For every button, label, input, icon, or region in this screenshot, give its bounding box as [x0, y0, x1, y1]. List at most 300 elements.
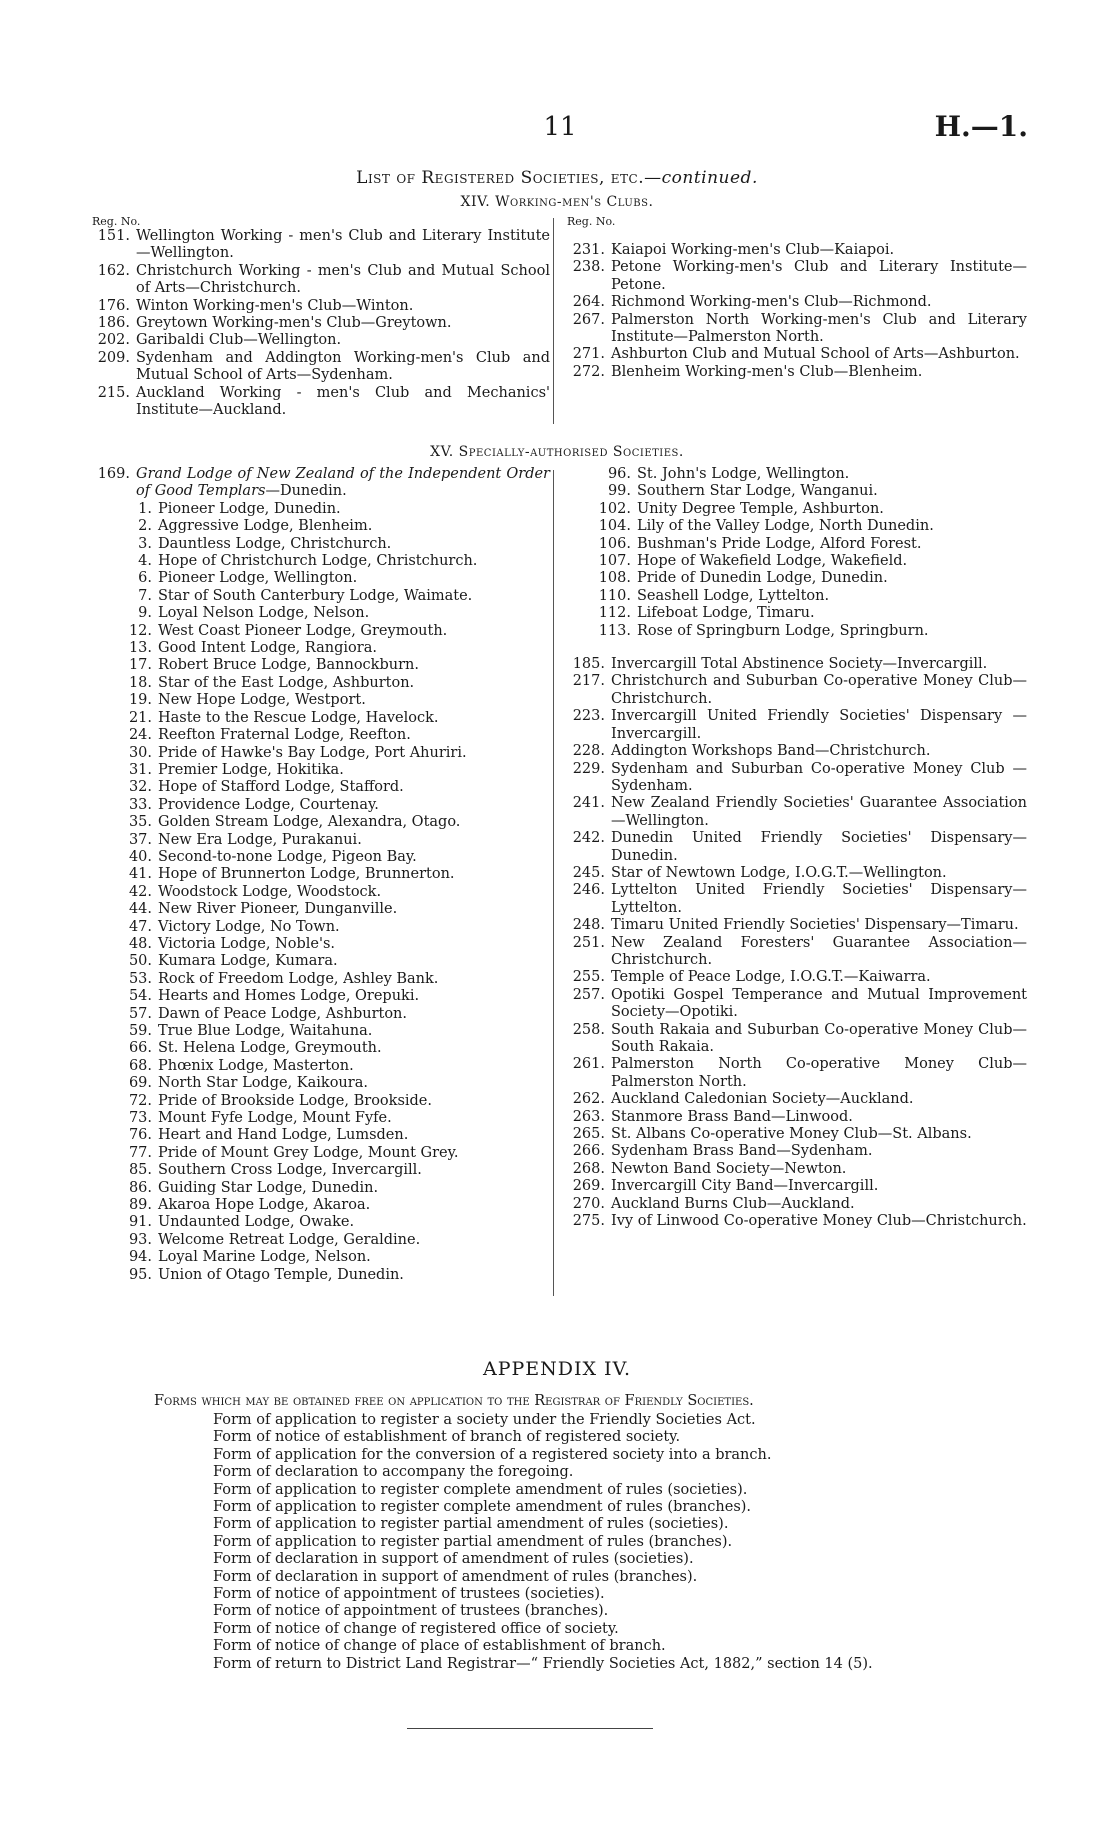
entry-text: Reefton Fraternal Lodge, Reefton. — [158, 727, 411, 744]
entry-number: 263. — [572, 1108, 605, 1125]
entry-number: 112. — [598, 605, 631, 622]
list-item — [567, 483, 1027, 500]
entry-number: 89. — [128, 1197, 152, 1214]
entry-number: 57. — [128, 1005, 152, 1022]
entry-text: Hearts and Homes Lodge, Orepuki. — [158, 988, 420, 1005]
entry-number: 176. — [97, 297, 130, 314]
entry-number: 267. — [572, 311, 605, 328]
entry-text: Loyal Nelson Lodge, Nelson. — [158, 605, 370, 622]
list-item — [567, 294, 1027, 311]
entry-number: 76. — [128, 1127, 152, 1144]
entry-number: 242. — [572, 830, 605, 847]
entry-text: Robert Bruce Lodge, Bannockburn. — [158, 657, 419, 674]
entry-text — [136, 466, 550, 501]
list-item — [567, 364, 1027, 381]
entry-text: Petone Working-men's Club and Literary Institute—Petone. — [611, 259, 1027, 293]
entry-number: 275. — [572, 1213, 605, 1230]
entry-text: Christchurch Working - men's Club and Mutual School of Arts—Christchurch. — [136, 262, 550, 297]
entry-text: Opotiki Gospel Temperance and Mutual Improvement Society—Opotiki. — [611, 986, 1027, 1021]
entry-text: Star of Newtown Lodge, I.O.G.T.—Wellington. — [611, 864, 947, 881]
entry-text: Winton Working-men's Club—Winton. — [136, 297, 414, 314]
entry-number: 95. — [128, 1266, 152, 1283]
entry-text: Hope of Stafford Lodge, Stafford. — [158, 779, 404, 796]
section-xv-title: XV. Specially-authorised Societies. — [430, 444, 684, 460]
form-item: Form of application to register complete amendment of rules (branches). — [213, 1499, 752, 1516]
entry-number: 7. — [138, 587, 152, 604]
list-item — [567, 830, 1027, 865]
entry-text: Hope of Christchurch Lodge, Christchurch. — [158, 553, 478, 570]
entry-text: Southern Star Lodge, Wanganui. — [637, 483, 878, 500]
entry-number: 215. — [97, 384, 130, 401]
section-xv-right-column — [567, 466, 1027, 1230]
list-item — [92, 263, 550, 298]
entry-number: 72. — [128, 1092, 152, 1109]
entry-text: Aggressive Lodge, Blenheim. — [158, 518, 373, 535]
entry-number: 246. — [572, 882, 605, 899]
entry-text: Pride of Brookside Lodge, Brookside. — [158, 1092, 432, 1109]
list-item — [92, 866, 550, 883]
list-item — [92, 1145, 550, 1162]
entry-number: 255. — [572, 969, 605, 986]
entry-number: 2. — [138, 518, 152, 535]
entry-number: 73. — [128, 1110, 152, 1127]
entry-text: Loyal Marine Lodge, Nelson. — [158, 1249, 371, 1266]
list-item — [567, 917, 1027, 934]
entry-text: Dunedin United Friendly Societies' Dispensary—Dunedin. — [611, 830, 1027, 864]
entry-text: Timaru United Friendly Societies' Dispensary—Timaru. — [611, 917, 1019, 934]
forms-list — [213, 1412, 873, 1673]
entry-text: Kaiapoi Working-men's Club—Kaiapoi. — [611, 242, 895, 258]
entry-text: Greytown Working-men's Club—Greytown. — [136, 315, 452, 332]
list-item — [567, 795, 1027, 830]
entry-number: 264. — [572, 294, 605, 311]
list-item — [567, 1178, 1027, 1195]
entry-number: 19. — [128, 692, 152, 709]
list-item — [92, 518, 550, 535]
entry-number: 113. — [598, 622, 631, 639]
entry-number: 266. — [572, 1143, 605, 1160]
entry-text: Pride of Dunedin Lodge, Dunedin. — [637, 570, 888, 587]
entry-number: 68. — [128, 1057, 152, 1074]
entry-text: Haste to the Rescue Lodge, Havelock. — [158, 709, 439, 726]
entry-text: Addington Workshops Band—Christchurch. — [611, 743, 931, 760]
entry-text: New Era Lodge, Purakanui. — [158, 831, 362, 848]
list-item — [92, 1006, 550, 1023]
list-item — [92, 570, 550, 587]
list-item — [92, 350, 550, 385]
list-item — [92, 605, 550, 622]
entry-number: 91. — [128, 1214, 152, 1231]
list-item — [567, 1022, 1027, 1057]
list-item — [92, 797, 550, 814]
entry-text: Richmond Working-men's Club—Richmond. — [611, 294, 932, 311]
list-item — [567, 466, 1027, 483]
list-item — [567, 588, 1027, 605]
entry-text: Southern Cross Lodge, Invercargill. — [158, 1162, 422, 1179]
list-item — [92, 884, 550, 901]
list-item — [92, 814, 550, 831]
entry-text: Stanmore Brass Band—Linwood. — [611, 1108, 853, 1125]
entry-number: 13. — [128, 640, 152, 657]
list-item — [92, 953, 550, 970]
entry-text: Star of South Canterbury Lodge, Waimate. — [158, 587, 473, 604]
list-item — [567, 969, 1027, 986]
list-item — [567, 536, 1027, 553]
entry-number: 102. — [598, 500, 631, 517]
entry-number: 41. — [128, 866, 152, 883]
entry-text: Pride of Mount Grey Lodge, Mount Grey. — [158, 1144, 459, 1161]
list-item — [92, 1162, 550, 1179]
entry-number: 99. — [607, 483, 631, 500]
end-rule — [407, 1728, 653, 1729]
list-item — [567, 1126, 1027, 1143]
entry-text: St. Helena Lodge, Greymouth. — [158, 1040, 382, 1057]
list-item — [567, 1213, 1027, 1230]
list-item — [567, 656, 1027, 673]
entry-text: Undaunted Lodge, Owake. — [158, 1214, 355, 1231]
entry-text: Pioneer Lodge, Wellington. — [158, 570, 358, 587]
list-item — [92, 332, 550, 349]
entry-text: Auckland Working - men's Club and Mechanics' Institute—Auckland. — [136, 384, 550, 419]
list-item — [92, 1023, 550, 1040]
list-item — [92, 623, 550, 640]
list-title — [0, 168, 1114, 188]
entry-number: 42. — [128, 883, 152, 900]
list-item — [567, 623, 1027, 640]
list-item — [92, 1040, 550, 1057]
entry-number: 77. — [128, 1144, 152, 1161]
entry-number: 269. — [572, 1178, 605, 1195]
entry-number: 30. — [128, 744, 152, 761]
list-item — [92, 1180, 550, 1197]
entry-text: Christchurch and Suburban Co-operative Money Club—Christchurch. — [611, 673, 1027, 707]
entry-text: Seashell Lodge, Lyttelton. — [637, 587, 830, 604]
list-item — [92, 1214, 550, 1231]
form-item: Form of notice of establishment of branch of registered society. — [213, 1429, 681, 1446]
list-item — [92, 1075, 550, 1092]
list-item — [567, 259, 1027, 294]
entry-text: Dauntless Lodge, Christchurch. — [158, 535, 392, 552]
entry-number: 24. — [128, 727, 152, 744]
section-xv-left-column — [92, 466, 550, 1284]
list-item — [92, 1093, 550, 1110]
list-item — [567, 1091, 1027, 1108]
entry-number: 50. — [128, 953, 152, 970]
list-item — [567, 570, 1027, 587]
entry-text: New Zealand Friendly Societies' Guarantee Association—Wellington. — [611, 795, 1027, 829]
entry-number: 69. — [128, 1075, 152, 1092]
list-item — [92, 988, 550, 1005]
reg-no-label: Reg. No. — [567, 215, 616, 228]
list-title-continued: continued. — [661, 168, 758, 188]
entry-text: Blenheim Working-men's Club—Blenheim. — [611, 363, 923, 380]
entry-text: Unity Degree Temple, Ashburton. — [637, 500, 884, 517]
list-item — [92, 1197, 550, 1214]
entry-number: 261. — [572, 1056, 605, 1073]
form-item: Form of application to register a society under the Friendly Societies Act. — [213, 1412, 756, 1428]
list-item — [92, 971, 550, 988]
entry-number: 229. — [572, 760, 605, 777]
column-divider — [553, 470, 554, 1296]
entry-number: 3. — [138, 535, 152, 552]
list-item — [92, 1127, 550, 1144]
entry-text: Pride of Hawke's Bay Lodge, Port Ahuriri. — [158, 744, 467, 761]
entry-number: 37. — [128, 831, 152, 848]
form-item: Form of notice of appointment of trustees (branches). — [213, 1603, 609, 1620]
list-item — [92, 762, 550, 779]
list-item — [92, 1058, 550, 1075]
list-item — [92, 1110, 550, 1127]
entry-text: Heart and Hand Lodge, Lumsden. — [158, 1127, 409, 1144]
entry-number: 93. — [128, 1231, 152, 1248]
entry-number: 151. — [97, 228, 130, 244]
entry-number: 66. — [128, 1040, 152, 1057]
list-item — [92, 1249, 550, 1266]
entry-text: Golden Stream Lodge, Alexandra, Otago. — [158, 814, 461, 831]
entry-text: Union of Otago Temple, Dunedin. — [158, 1266, 404, 1283]
entry-text: Premier Lodge, Hokitika. — [158, 761, 344, 778]
lodge-list-right — [567, 466, 1027, 640]
entry-number: 59. — [128, 1023, 152, 1039]
list-item — [92, 1232, 550, 1249]
form-item: Form of application to register partial amendment of rules (branches). — [213, 1533, 733, 1550]
entry-text: Invercargill Total Abstinence Society—Invercargill. — [611, 656, 988, 673]
entry-number: 21. — [128, 709, 152, 726]
list-item — [92, 385, 550, 420]
list-item — [92, 675, 550, 692]
entry-text: Palmerston North Working-men's Club and Literary Institute—Palmerston North. — [611, 311, 1027, 346]
entry-text: Bushman's Pride Lodge, Alford Forest. — [637, 535, 922, 552]
entry-number: 6. — [138, 570, 152, 587]
list-item — [92, 832, 550, 849]
entry-text: Pioneer Lodge, Dunedin. — [158, 500, 341, 517]
entry-number: 162. — [97, 262, 130, 279]
entry-number: 262. — [572, 1091, 605, 1108]
entry-number: 53. — [128, 970, 152, 987]
entry-number: 202. — [97, 332, 130, 349]
grand-lodge-place: —Dunedin. — [265, 483, 347, 500]
entry-number: 32. — [128, 779, 152, 796]
entry-text: Garibaldi Club—Wellington. — [136, 332, 342, 349]
list-item — [92, 849, 550, 866]
entry-number: 231. — [572, 242, 605, 258]
list-item — [92, 588, 550, 605]
form-item: Form of notice of change of place of establishment of branch. — [213, 1638, 666, 1655]
entry-text: Akaroa Hope Lodge, Akaroa. — [158, 1197, 371, 1214]
entry-text: Hope of Brunnerton Lodge, Brunnerton. — [158, 866, 455, 883]
entry-text: Good Intent Lodge, Rangiora. — [158, 640, 377, 657]
list-item — [567, 553, 1027, 570]
list-item — [92, 501, 550, 518]
form-item: Form of application for the conversion of a registered society into a branch. — [213, 1446, 772, 1463]
grand-lodge-entry — [92, 466, 550, 501]
entry-text: Kumara Lodge, Kumara. — [158, 953, 338, 970]
list-item — [567, 605, 1027, 622]
entry-number: 271. — [572, 346, 605, 363]
entry-number: 1. — [138, 500, 152, 517]
list-item — [567, 761, 1027, 796]
list-item — [567, 1056, 1027, 1091]
list-item — [92, 228, 550, 263]
entry-number: 251. — [572, 934, 605, 951]
entry-text: New River Pioneer, Dunganville. — [158, 901, 398, 918]
list-item — [567, 1143, 1027, 1160]
entry-number: 12. — [128, 622, 152, 639]
entry-number: 268. — [572, 1160, 605, 1177]
entry-number: 44. — [128, 901, 152, 918]
entry-number: 17. — [128, 657, 152, 674]
entry-text: Victory Lodge, No Town. — [158, 918, 340, 935]
entry-text: Lily of the Valley Lodge, North Dunedin. — [637, 518, 934, 535]
list-item — [567, 1109, 1027, 1126]
page-number: 11 — [543, 112, 577, 142]
entry-number: 106. — [598, 535, 631, 552]
entry-text: Auckland Caledonian Society—Auckland. — [611, 1091, 914, 1108]
entry-number: 248. — [572, 917, 605, 934]
entry-number: 54. — [128, 988, 152, 1005]
entry-text: West Coast Pioneer Lodge, Greymouth. — [158, 622, 448, 639]
form-item: Form of return to District Land Registrar—“ Friendly Societies Act, 1882,” section 14 (5). — [213, 1655, 873, 1672]
reg-no-label: Reg. No. — [92, 215, 141, 228]
entry-number: 96. — [607, 466, 631, 482]
list-item — [567, 865, 1027, 882]
list-item — [92, 710, 550, 727]
list-item — [567, 312, 1027, 347]
entry-number: 241. — [572, 795, 605, 812]
list-item — [92, 298, 550, 315]
list-item — [92, 901, 550, 918]
list-item — [567, 242, 1027, 259]
list-item — [567, 1161, 1027, 1178]
entry-text: St. John's Lodge, Wellington. — [637, 466, 850, 482]
entry-text: Wellington Working - men's Club and Literary Institute—Wellington. — [136, 228, 550, 262]
entry-text: Phœnix Lodge, Masterton. — [158, 1057, 354, 1074]
entry-text: Invercargill United Friendly Societies' Dispensary —Invercargill. — [611, 708, 1027, 742]
entry-text: Ivy of Linwood Co-operative Money Club—Christchurch. — [611, 1213, 1027, 1230]
entry-number: 272. — [572, 363, 605, 380]
entry-text: Star of the East Lodge, Ashburton. — [158, 674, 415, 691]
list-item — [567, 882, 1027, 917]
entry-number: 31. — [128, 761, 152, 778]
entry-number: 35. — [128, 814, 152, 831]
entry-text: Auckland Burns Club—Auckland. — [611, 1195, 855, 1212]
entry-number: 110. — [598, 587, 631, 604]
form-item: Form of notice of appointment of trustees (societies). — [213, 1586, 605, 1603]
list-item — [567, 673, 1027, 708]
entry-text: Temple of Peace Lodge, I.O.G.T.—Kaiwarra. — [611, 969, 931, 986]
list-item — [92, 657, 550, 674]
entry-text: New Hope Lodge, Westport. — [158, 692, 366, 709]
entry-text: Dawn of Peace Lodge, Ashburton. — [158, 1005, 408, 1022]
lodge-list-left — [92, 501, 550, 1284]
entry-number: 108. — [598, 570, 631, 587]
entry-text: South Rakaia and Suburban Co-operative Money Club—South Rakaia. — [611, 1021, 1027, 1055]
list-item — [567, 743, 1027, 760]
list-item — [92, 919, 550, 936]
document-reference: H.—1. — [934, 110, 1028, 143]
entry-number: 94. — [128, 1249, 152, 1266]
list-item — [92, 553, 550, 570]
form-item: Form of declaration in support of amendment of rules (societies). — [213, 1551, 694, 1568]
grand-lodge-name: Grand Lodge of New Zealand of the Independent Order of Good Templars — [136, 466, 550, 500]
entry-number: 185. — [572, 656, 605, 673]
entry-number: 48. — [128, 935, 152, 952]
entry-text: Sydenham and Suburban Co-operative Money Club —Sydenham. — [611, 760, 1027, 794]
entry-text: Ashburton Club and Mutual School of Arts—Ashburton. — [611, 346, 1020, 363]
entry-text: Lifeboat Lodge, Timaru. — [637, 605, 815, 622]
entry-number: 270. — [572, 1195, 605, 1212]
entry-text: Newton Band Society—Newton. — [611, 1160, 847, 1177]
list-item — [92, 536, 550, 553]
list-item — [567, 1196, 1027, 1213]
list-item — [92, 315, 550, 332]
list-item — [567, 346, 1027, 363]
entry-number: 169. — [97, 466, 130, 482]
entry-number: 9. — [138, 605, 152, 622]
section-xiv-right-column — [567, 215, 1027, 381]
societies-list-right — [567, 656, 1027, 1230]
entry-number: 85. — [128, 1162, 152, 1179]
list-item — [567, 518, 1027, 535]
column-divider — [553, 218, 554, 424]
entry-text: St. Albans Co-operative Money Club—St. Albans. — [611, 1126, 972, 1143]
entry-number: 107. — [598, 553, 631, 570]
entry-text: Sydenham and Addington Working-men's Club and Mutual School of Arts—Sydenham. — [136, 349, 550, 384]
forms-intro: Forms which may be obtained free on application to the Registrar of Friendly Societies. — [154, 1393, 754, 1409]
entry-number: 209. — [97, 349, 130, 366]
list-item — [92, 727, 550, 744]
entry-text: Mount Fyfe Lodge, Mount Fyfe. — [158, 1110, 392, 1127]
entry-number: 104. — [598, 518, 631, 535]
list-item — [567, 501, 1027, 518]
entry-number: 4. — [138, 553, 152, 570]
entry-text: Invercargill City Band—Invercargill. — [611, 1178, 879, 1195]
list-item — [567, 935, 1027, 970]
entry-text: Lyttelton United Friendly Societies' Dispensary—Lyttelton. — [611, 882, 1027, 916]
list-item — [92, 640, 550, 657]
entry-number: 33. — [128, 796, 152, 813]
form-item: Form of notice of change of registered office of society. — [213, 1620, 619, 1637]
entry-number: 258. — [572, 1021, 605, 1038]
entry-text: Palmerston North Co-operative Money Club—Palmerston North. — [611, 1056, 1027, 1090]
form-item: Form of application to register complete amendment of rules (societies). — [213, 1481, 748, 1498]
section-xiv-title: XIV. Working-men's Clubs. — [460, 194, 654, 210]
entry-text: Hope of Wakefield Lodge, Wakefield. — [637, 553, 908, 570]
entry-text: Providence Lodge, Courtenay. — [158, 796, 379, 813]
entry-number: 238. — [572, 259, 605, 276]
form-item: Form of application to register partial amendment of rules (societies). — [213, 1516, 729, 1533]
form-item: Form of declaration to accompany the foregoing. — [213, 1464, 574, 1481]
entry-number: 86. — [128, 1179, 152, 1196]
appendix-title: APPENDIX IV. — [482, 1358, 632, 1380]
entry-number: 217. — [572, 673, 605, 690]
entry-text: Welcome Retreat Lodge, Geraldine. — [158, 1231, 421, 1248]
entry-text: North Star Lodge, Kaikoura. — [158, 1075, 368, 1092]
entry-text: Guiding Star Lodge, Dunedin. — [158, 1179, 379, 1196]
entry-number: 265. — [572, 1126, 605, 1143]
section-xiv-left-list — [92, 228, 550, 419]
list-item — [92, 779, 550, 796]
form-item: Form of declaration in support of amendment of rules (branches). — [213, 1568, 698, 1585]
list-item — [567, 708, 1027, 743]
section-xiv-left-column — [92, 215, 550, 419]
entry-text: Woodstock Lodge, Woodstock. — [158, 883, 382, 900]
entry-number: 245. — [572, 864, 605, 881]
entry-number: 257. — [572, 986, 605, 1003]
list-item — [567, 987, 1027, 1022]
entry-text: Sydenham Brass Band—Sydenham. — [611, 1143, 873, 1160]
entry-number: 228. — [572, 743, 605, 760]
